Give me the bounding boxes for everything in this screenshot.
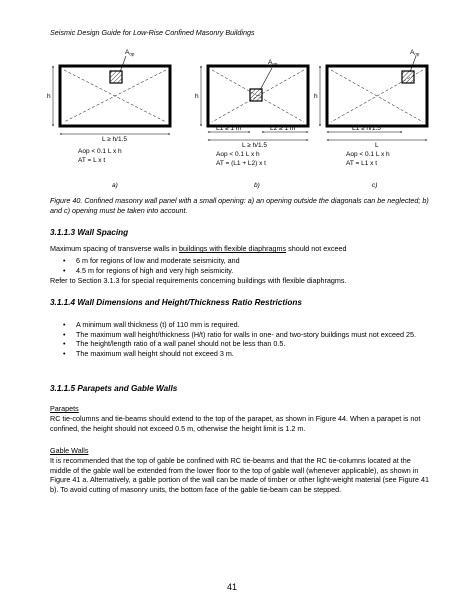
h-label-b: h: [195, 93, 199, 100]
page-number: 41: [227, 582, 238, 592]
opening-c: [402, 71, 414, 83]
eq2-b: AT = (L1 + L2) x t: [216, 160, 266, 167]
section-heading-parapets: 3.1.1.5 Parapets and Gable Walls: [50, 384, 178, 393]
eq1-a: Aop < 0.1 L x h: [78, 148, 122, 155]
panel-letter-c: c): [372, 182, 378, 189]
flexible-diaphragms-link: buildings with flexible diaphragms: [179, 244, 287, 253]
eq1-c: Aop < 0.1 L x h: [346, 151, 390, 158]
figure-caption: Figure 40. Confined masonry wall panel with a small opening: a) an opening outside the diagonals can be neglected; b) and c) opening must be taken into account.: [50, 196, 429, 215]
list-item: • The maximum wall height should not exceed 3 m.: [63, 348, 234, 358]
panel-a: [47, 49, 170, 189]
L2-label-b: L2 ≥ 1 m: [270, 125, 296, 132]
L1-label-b: L1 ≥ 1 m: [216, 125, 242, 132]
eq1-b: Aop < 0.1 L x h: [216, 151, 260, 158]
opening-b: [250, 89, 262, 101]
eq2-a: AT = L x t: [78, 157, 106, 164]
list-item: • The maximum wall height/thickness (H/t) ratio for walls in one- and two-story buildings must not exceed 25.: [63, 329, 416, 339]
opening-a: [110, 71, 122, 83]
h-label-c: h: [314, 93, 318, 100]
section-heading-wall-dimensions: 3.1.1.4 Wall Dimensions and Height/Thickness Ratio Restrictions: [50, 298, 302, 307]
L-label-a: L ≥ h/1.5: [102, 136, 128, 143]
wall-dimensions-list: [50, 320, 430, 358]
gable-walls-paragraph: It is recommended that the top of gable be confined with RC tie-beams and that the RC tie-columns located at the middle of the gable wall be extended from the lower floor to the top of gable wall (whenever applicable), as shown in Figure 41 a. Alternatively, a gable portion of the wall can be made of timber or other light-weight material (see Figure 41 b). To avoid cutting of masonry units, the bottom face of the gable tie-beam can be stepped.: [50, 456, 430, 494]
wall-spacing-ref: Refer to Section 3.1.3 for special requirements concerning buildings with flexible diaphragms.: [50, 276, 347, 285]
parapets-paragraph: RC tie-columns and tie-beams should extend to the top of the parapet, as shown in Figure 44. When a parapet is not confined, the height should not exceed 0.5 m, otherwise the height limit is 1.2 m.: [50, 414, 421, 433]
h-label-a: h: [47, 93, 51, 100]
list-item: • 4.5 m for regions of high and very high seismicity.: [63, 265, 234, 275]
opening-label-a: $A_{op}$: [125, 49, 135, 57]
panel-letter-b: b): [254, 182, 260, 189]
L1-label-c: L1 ≥ h/1.5: [352, 125, 381, 132]
panel-c: [314, 49, 427, 189]
list-item: • A minimum wall thickness (t) of 110 mm is required.: [63, 320, 240, 329]
opening-label-b: $A_{op}$: [268, 59, 278, 67]
L-label-c: L: [375, 142, 379, 149]
opening-label-c: $A_{op}$: [410, 49, 420, 57]
figure-40: [47, 44, 440, 194]
panel-b: [195, 59, 308, 189]
list-item: • The height/length ratio of a wall panel should not be less than 0.5.: [63, 339, 286, 349]
section-heading-wall-spacing: 3.1.1.3 Wall Spacing: [50, 228, 129, 237]
L-label-b: L ≥ h/1.5: [242, 142, 268, 149]
eq2-c: AT = L1 x t: [346, 160, 378, 167]
list-item: • 6 m for regions of low and moderate seismicity, and: [63, 256, 240, 265]
subheading-gable-walls: Gable Walls: [50, 446, 89, 455]
wall-spacing-list: [50, 256, 430, 275]
panel-letter-a: a): [112, 182, 118, 189]
running-header: Seismic Design Guide for Low-Rise Confined Masonry Buildings: [50, 28, 255, 37]
wall-spacing-intro: Maximum spacing of transverse walls in buildings with flexible diaphragms should not exceed: [50, 244, 347, 253]
subheading-parapets: Parapets: [50, 404, 79, 413]
